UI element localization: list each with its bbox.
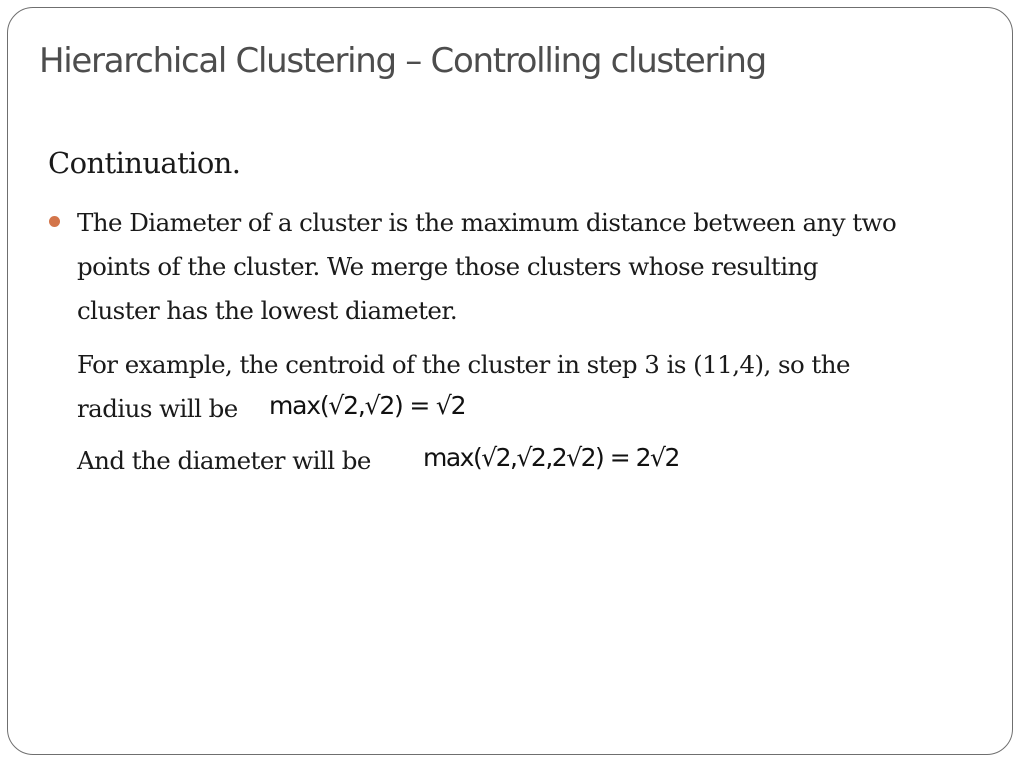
diameter-label: And the diameter will be xyxy=(77,446,371,475)
radius-label: radius will be xyxy=(77,394,238,423)
bullet-marker xyxy=(49,216,60,227)
bullet-text-line-2: points of the cluster. We merge those clusters whose resulting xyxy=(77,252,818,281)
diameter-formula: max(√2,√2,2√2) = 2√2 xyxy=(423,443,679,472)
bullet-text-line-3: cluster has the lowest diameter. xyxy=(77,296,458,325)
bullet-text-line-1: The Diameter of a cluster is the maximum distance between any two xyxy=(77,208,897,237)
radius-formula: max(√2,√2) = √2 xyxy=(269,391,466,420)
slide-frame xyxy=(7,7,1013,755)
slide-title: Hierarchical Clustering – Controlling clustering xyxy=(39,41,766,81)
subheading: Continuation. xyxy=(48,146,241,180)
example-text-line-1: For example, the centroid of the cluster in step 3 is (11,4), so the xyxy=(77,350,850,379)
